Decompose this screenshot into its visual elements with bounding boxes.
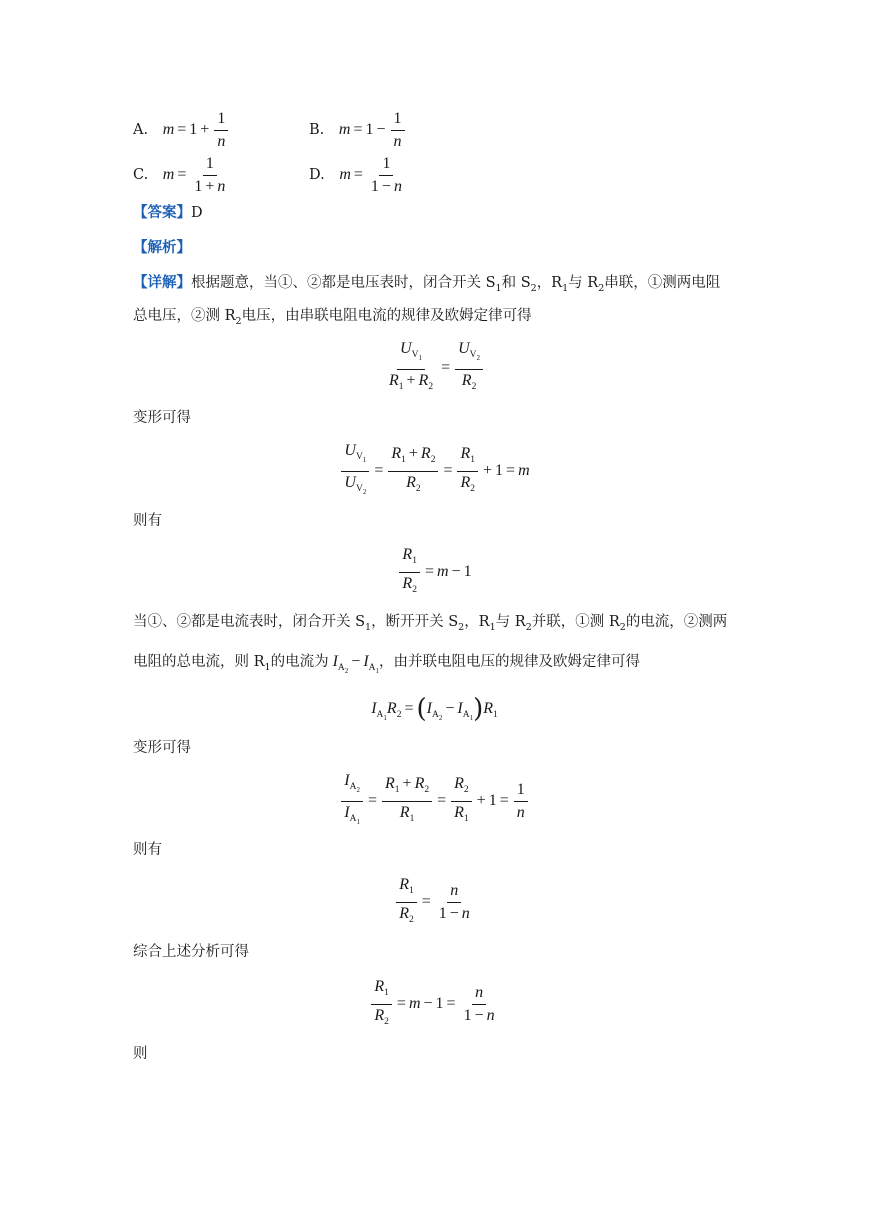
option-letter: D. — [309, 167, 325, 184]
paragraph-then-2: 则有 — [133, 842, 162, 858]
equation-4: $I_{A_1}R_2 = (I_{A_2}- I_{A_1})R_1$ — [371, 694, 498, 724]
paragraph-combine: 综合上述分析可得 — [133, 944, 249, 960]
option-d — [309, 155, 407, 196]
paragraph-then-1: 则有 — [133, 513, 162, 529]
analysis-line — [133, 238, 191, 258]
option-formula: m = $\frac{1}{1 + n}$ — [162, 155, 226, 195]
option-formula: m = 1 + $\frac{1}{n}$ — [163, 121, 231, 138]
paragraph-transform-1: 变形可得 — [133, 410, 191, 426]
analysis-tag: 【解析】 — [133, 239, 191, 256]
equation-7: $\frac{R_1}{R_2}$ = m − 1 = $\frac{n}{1 - n}$ — [0, 978, 869, 1031]
option-c — [133, 155, 230, 196]
paragraph-parallel: 当①、②都是电流表时，闭合开关 $S_1$，断开开关 $S_2$，$R_1$与 $R_2$并联，①测 $R_2$的电流，②测两 — [133, 614, 728, 633]
answer-value: D — [191, 205, 203, 221]
equation-3: $\frac{R_1}{R_2}$ = m − 1 — [0, 546, 869, 599]
equation-6: $\frac{R_1}{R_2}$ = $\frac{n}{1 - n}$ — [0, 876, 869, 929]
option-letter: C. — [133, 167, 149, 184]
option-b — [309, 110, 407, 151]
paragraph-then-3: 则 — [133, 1046, 148, 1062]
option-a — [133, 110, 230, 151]
option-letter: B. — [309, 122, 325, 139]
equation-5: $\frac{I_{A_2}}{I_{A_1}}$ = $\frac{R_1 + R_2}{R_1}$ = $\frac{R_2}{R_1}$ + 1 = $\frac{1}{n}$ — [0, 772, 869, 831]
paragraph-transform-2: 变形可得 — [133, 740, 191, 756]
option-formula: m = 1 − $\frac{1}{n}$ — [339, 121, 407, 138]
equation-1: $\frac{U_{V_1}}{R_1 + R_2}$ = $\frac{U_{V_2}}{R_2}$ — [0, 340, 869, 396]
detail-tag: 【详解】 — [133, 274, 191, 291]
answer-tag: 【答案】 — [133, 204, 191, 221]
option-letter: A. — [133, 122, 149, 139]
answer-line — [133, 203, 203, 223]
option-formula: m = $\frac{1}{1 - n}$ — [339, 155, 402, 195]
paragraph-parallel-cont: 电阻的总电流，则 $R_1$的电流为 $I_{A_2}- I_{A_1}$，由并联电阻电压的规律及欧姆定律可得 — [133, 653, 641, 675]
paragraph-series-cont: 总电压，②测 $R_2$电压，由串联电阻电流的规律及欧姆定律可得 — [133, 308, 532, 327]
paragraph-series: 【详解】根据题意，当①、②都是电压表时，闭合开关 $S_1$和 $S_2$，$R_1$与 $R_2$串联，①测两电阻 — [133, 274, 721, 294]
equation-2: $\frac{U_{V_1}}{U_{V_2}}$ = $\frac{R_1 + R_2}{R_2}$ = $\frac{R_1}{R_2}$ + 1 = m — [0, 442, 869, 501]
